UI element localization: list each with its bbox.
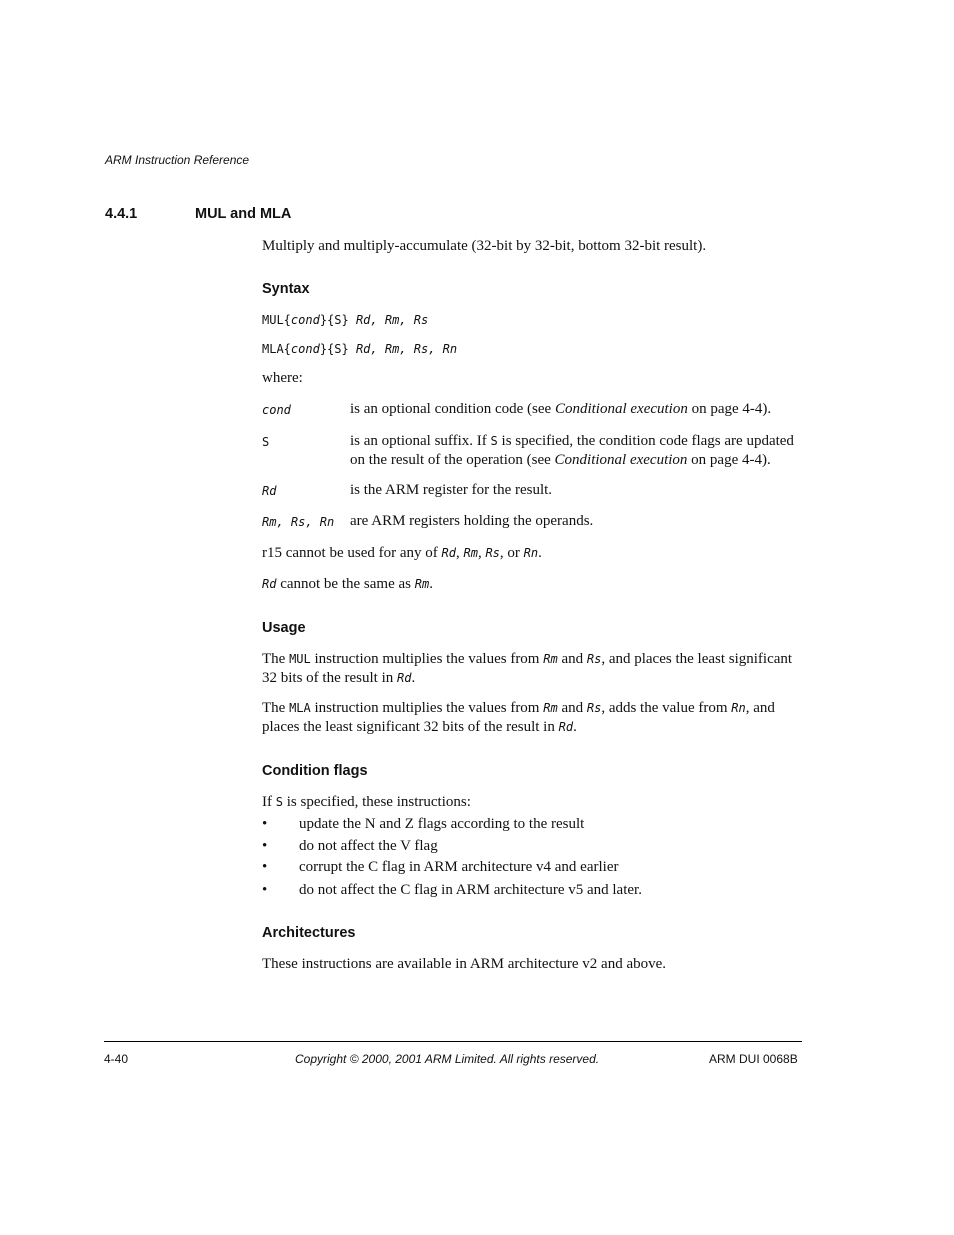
syntax-heading: Syntax: [262, 281, 310, 297]
bullet: •: [262, 859, 268, 875]
condition-flags-heading: Condition flags: [262, 763, 368, 779]
syntax-mul-args: Rd, Rm, Rs: [355, 313, 429, 327]
ref-conditional-execution: Conditional execution: [554, 452, 688, 468]
syntax-mul-op: MUL{: [262, 313, 291, 327]
syntax-mul-cond: cond: [290, 313, 320, 327]
param-term-rd: Rd: [262, 484, 277, 498]
param-desc-rd: is the ARM register for the result.: [350, 482, 553, 498]
page-number: 4-40: [104, 1052, 129, 1066]
bullet: •: [262, 816, 268, 832]
list-item: do not affect the C flag in ARM architecture v5 and later.: [299, 882, 642, 898]
param-term-cond: cond: [262, 403, 291, 417]
syntax-mla-cond: cond: [290, 342, 320, 356]
bullet: •: [262, 838, 268, 854]
syntax-mla-tail: }{S}: [319, 342, 349, 356]
param-term-s: S: [262, 435, 270, 449]
syntax-mul-tail: }{S}: [319, 313, 349, 327]
bullet: •: [262, 882, 268, 898]
section-title: MUL and MLA: [195, 206, 292, 222]
where-label: where:: [262, 370, 303, 386]
running-header: ARM Instruction Reference: [105, 153, 250, 167]
ref-conditional-execution: Conditional execution: [554, 401, 688, 417]
copyright: Copyright © 2000, 2001 ARM Limited. All rights reserved.: [295, 1052, 600, 1066]
note-rd-rm: Rd cannot be the same as Rm.: [262, 576, 433, 592]
usage-heading: Usage: [262, 620, 306, 636]
list-item: do not affect the V flag: [299, 838, 438, 854]
condition-flags-intro: If S is specified, these instructions:: [262, 794, 471, 810]
architectures-text: These instructions are available in ARM architecture v2 and above.: [262, 956, 667, 972]
usage-paragraph-mla: The MLA instruction multiplies the values from Rm and Rs, adds the value from Rn, and places the least significant 32 bits of the result in Rd.: [262, 700, 775, 735]
syntax-mul: [262, 313, 428, 327]
list-item: update the N and Z flags according to the result: [299, 816, 585, 832]
param-desc-operands: are ARM registers holding the operands.: [350, 513, 594, 529]
param-term-operands: Rm, Rs, Rn: [262, 515, 335, 529]
architectures-heading: Architectures: [262, 925, 356, 941]
list-item: corrupt the C flag in ARM architecture v4 and earlier: [299, 859, 619, 875]
syntax-mla: [262, 342, 457, 356]
param-desc-cond: is an optional condition code (see Conditional execution on page 4-4).: [350, 401, 772, 417]
param-desc-s: is an optional suffix. If S is specified, the condition code flags are updated on the result of the operation (see Conditional execution on page 4-4).: [350, 433, 794, 468]
usage-paragraph-mul: The MUL instruction multiplies the values from Rm and Rs, and places the least significant 32 bits of the result in Rd.: [262, 651, 793, 686]
syntax-mla-op: MLA{: [262, 342, 291, 356]
section-number: 4.4.1: [105, 206, 138, 222]
syntax-mla-args: Rd, Rm, Rs, Rn: [355, 342, 458, 356]
footer-rule: [104, 1041, 802, 1042]
document-id: ARM DUI 0068B: [709, 1052, 798, 1066]
note-r15: r15 cannot be used for any of Rd, Rm, Rs, or Rn.: [262, 545, 542, 561]
section-intro: Multiply and multiply-accumulate (32-bit by 32-bit, bottom 32-bit result).: [262, 238, 707, 254]
